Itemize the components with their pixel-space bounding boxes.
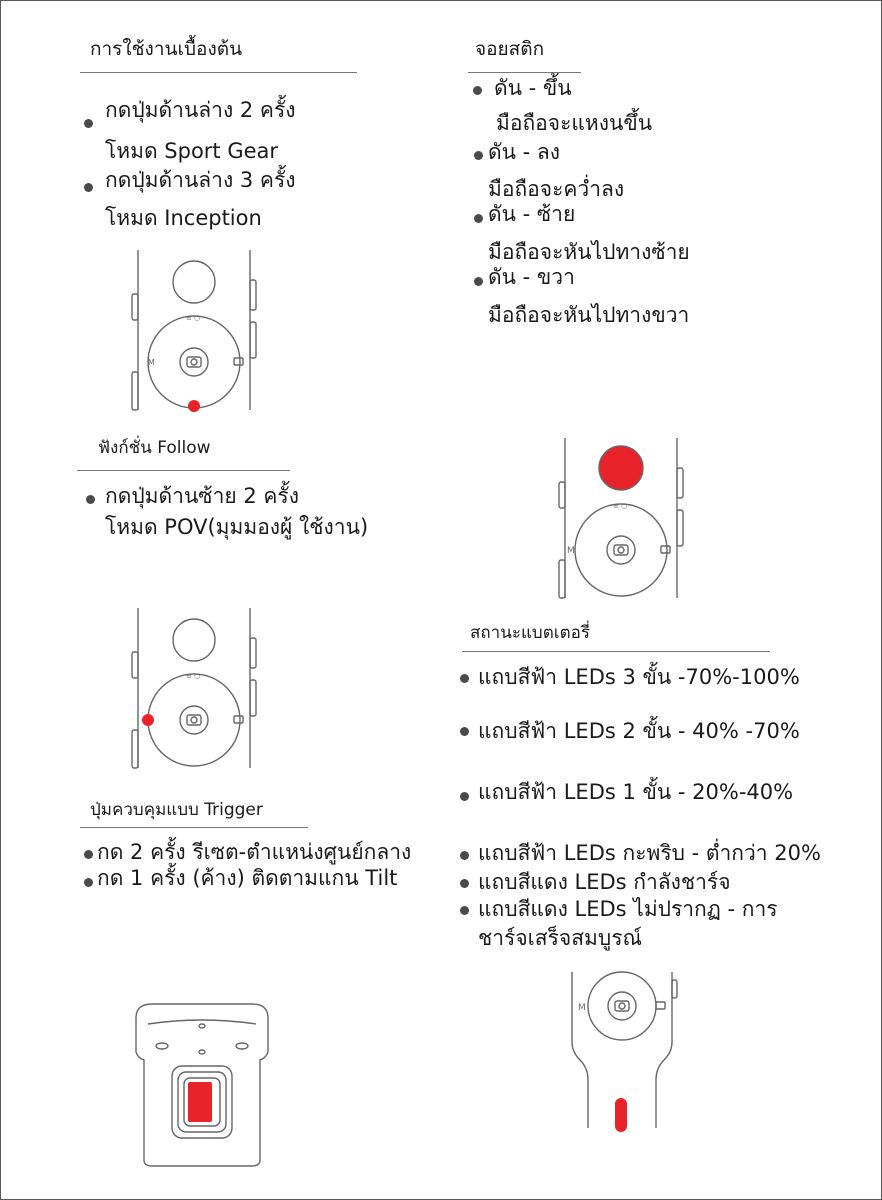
battery-led-highlight [615,1098,627,1132]
bullet-dot [473,86,482,95]
bullet-dot [86,495,95,504]
battery-item-2: แถบสีฟ้า LEDs 2 ขั้น - 40% -70% [478,719,800,743]
joystick-highlight [599,446,643,490]
bullet-dot [460,906,469,915]
joystick-item-3-action: ดัน - ซ้าย [488,202,576,226]
bullet-dot [460,674,469,683]
bottom-button-highlight [188,400,200,412]
menu-label: ≡ ○ [186,672,201,680]
battery-item-3: แถบสีฟ้า LEDs 1 ขั้น - 20%-40% [478,780,794,804]
mode-label: M [567,546,575,556]
bullet-dot [84,119,93,128]
trigger-item-2: กด 1 ครั้ง (ค้าง) ติดตามแกน Tilt [97,866,398,890]
follow-item-1-result: โหมด POV(มุมมองผู้ ใช้งาน) [105,515,369,539]
basic-usage-item-1-result: โหมด Sport Gear [105,139,279,163]
joystick-item-2-result: มือถือจะคว่ำลง [488,177,625,201]
device-figure-left-button [128,608,260,776]
basic-usage-rule [80,72,357,73]
device-figure-trigger [128,1000,276,1172]
battery-item-6-cont: ชาร์จเสร็จสมบูรณ์ [478,926,642,950]
battery-item-5: แถบสีแดง LEDs กำลังชาร์จ [478,870,731,894]
bullet-dot [474,214,483,223]
joystick-item-2-action: ดัน - ลง [488,140,561,164]
follow-item-1-action: กดปุ่มด้านซ้าย 2 ครั้ง [105,484,299,508]
joystick-title: จอยสติก [475,38,545,60]
device-figure-battery [566,972,686,1136]
bullet-dot [84,878,93,887]
trigger-title: ปุ่มควบคุมแบบ Trigger [90,800,263,820]
trigger-button-highlight [188,1082,212,1122]
bullet-dot [460,879,469,888]
bullet-dot [474,277,483,286]
battery-item-6: แถบสีแดง LEDs ไม่ปรากฏ - การ [478,897,778,921]
mode-label: M [148,358,155,367]
bullet-dot [474,151,483,160]
joystick-item-1-result: มือถือจะแหงนขึ้น [496,111,653,135]
joystick-item-1-action: ดัน - ขึ้น [494,76,572,100]
joystick-item-3-result: มือถือจะหันไปทางซ้าย [488,240,690,264]
battery-item-4: แถบสีฟ้า LEDs กะพริบ - ต่ำกว่า 20% [478,841,821,865]
bullet-dot [84,183,93,192]
menu-label: ≡ ○ [613,502,628,510]
joystick-item-4-action: ดัน - ขวา [488,265,575,289]
battery-item-1: แถบสีฟ้า LEDs 3 ขั้น -70%-100% [478,665,800,689]
left-button-highlight [142,714,154,726]
bullet-dot [460,792,469,801]
basic-usage-title: การใช้งานเบื้องต้น [90,38,243,60]
battery-rule [462,651,770,652]
basic-usage-item-2-result: โหมด Inception [105,206,262,230]
follow-title: ฟังก์ชั่น Follow [98,438,211,458]
joystick-rule [468,72,581,73]
bullet-dot [84,850,93,859]
device-figure-bottom-button [128,250,260,418]
battery-title: สถานะแบตเตอรี่ [470,623,590,643]
trigger-item-1: กด 2 ครั้ง รีเซต-ตำแหน่งศูนย์กลาง [97,840,412,864]
device-figure-joystick [555,438,687,606]
bullet-dot [460,851,469,860]
joystick-item-4-result: มือถือจะหันไปทางขวา [488,303,690,327]
basic-usage-item-2-action: กดปุ่มด้านล่าง 3 ครั้ง [105,168,296,192]
trigger-rule [80,827,308,828]
bullet-dot [460,727,469,736]
follow-rule [77,470,290,471]
basic-usage-item-1-action: กดปุ่มด้านล่าง 2 ครั้ง [105,98,296,122]
mode-label: M [578,1003,586,1013]
menu-label: ≡ ○ [186,314,201,322]
